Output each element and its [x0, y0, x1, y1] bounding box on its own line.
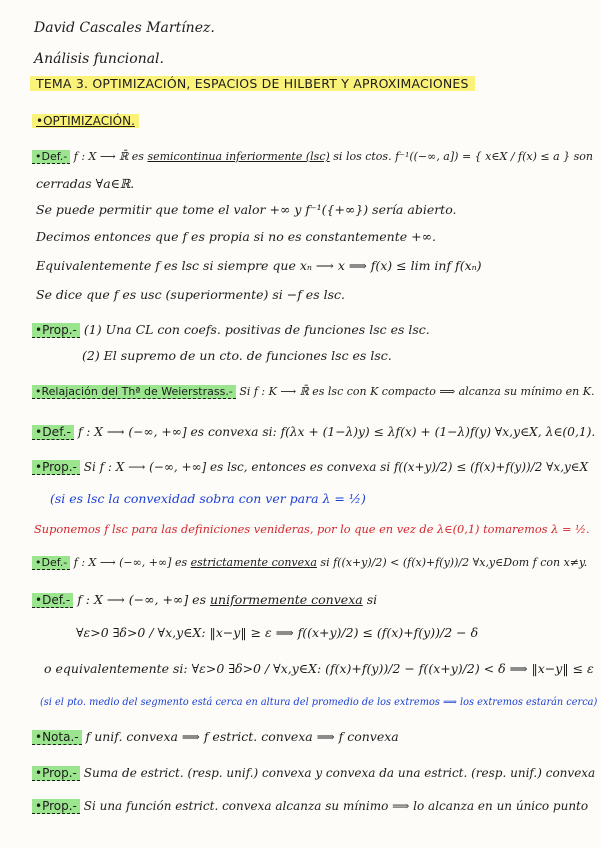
prop3-text: Suma de estrict. (resp. unif.) convexa y convexa da una estrict. (resp. unif.) convexa	[83, 766, 596, 780]
prop3-line	[32, 765, 595, 781]
prop4-text: Si una función estrict. convexa alcanza su mínimo ⟹ lo alcanza en un único punto	[83, 799, 589, 813]
relax-text: Si f : K ⟶ ℝ̄ es lsc con K compacto ⟹ alcanza su mínimo en K.	[239, 385, 595, 398]
def4-condition: ∀ε>0 ∃δ>0 / ∀x,y∈X: ‖x−y‖ ≥ ε ⟹ f((x+y)/2) ≤ (f(x)+f(y))/2 − δ	[76, 625, 479, 640]
def3-text-c: si f((x+y)/2) < (f(x)+f(y))/2 ∀x,y∈Dom f con x≠y.	[320, 556, 588, 569]
def2-line	[32, 424, 595, 440]
def4-text-c: si	[366, 592, 378, 607]
def-usc: Se dice que f es usc (superiormente) si −f es lsc.	[36, 287, 345, 302]
def4-equivalent: o equivalentemente si: ∀ε>0 ∃δ>0 / ∀x,y∈X: (f(x)+f(y))/2 − f((x+y)/2) < δ ⟹ ‖x−y‖ ≤ ε	[44, 661, 594, 676]
prop1-line	[32, 322, 430, 338]
prop4-line	[32, 798, 588, 814]
def1-text-c: si los ctos. f⁻¹((−∞, a]) = { x∈X / f(x) ≤ a } son	[333, 150, 594, 163]
def2-text: f : X ⟶ (−∞, +∞] es convexa si: f(λx + (1−λ)y) ≤ λf(x) + (1−λ)f(y) ∀x,y∈X, λ∈(0,1).	[77, 425, 596, 439]
prop1-item2: (2) El supremo de un cto. de funciones lsc es lsc.	[82, 348, 392, 363]
def4-text-a: f : X ⟶ (−∞, +∞] es	[77, 592, 206, 607]
def3-line	[32, 555, 587, 571]
prop2-text: Si f : X ⟶ (−∞, +∞] es lsc, entonces es convexa si f((x+y)/2) ≤ (f(x)+f(y))/2 ∀x,y∈X	[83, 460, 589, 474]
tema-title	[30, 76, 475, 92]
def3-term: estrictamente convexa	[190, 556, 317, 569]
prop2-tag: •Prop.-	[32, 460, 80, 475]
def-propia: Decimos entonces que f es propia si no es constantemente +∞.	[36, 229, 436, 244]
def4-remark: (si el pto. medio del segmento está cerca en altura del promedio de los extremos ⟹ los extremos estarán cerca)	[40, 697, 598, 708]
def1-tag: •Def.-	[32, 150, 70, 164]
relax-line	[32, 384, 594, 400]
nota-text: f unif. convexa ⟹ f estrict. convexa ⟹ f convexa	[85, 729, 399, 744]
def1-text-a: f : X ⟶ ℝ̄ es	[73, 150, 144, 163]
prop3-tag: •Prop.-	[32, 766, 80, 781]
equiv-lsc: Equivalentemente f es lsc si siempre que xₙ ⟶ x ⟹ f(x) ≤ lim inf f(xₙ)	[36, 258, 482, 273]
section-title	[32, 113, 139, 129]
def4-line	[32, 592, 377, 608]
prop1-tag: •Prop.-	[32, 323, 80, 338]
subject-line: Análisis funcional.	[34, 51, 164, 67]
def4-term: uniformemente convexa	[209, 592, 363, 607]
prop2-remark: (si es lsc la convexidad sobra con ver para λ = ½)	[50, 491, 366, 506]
def4-tag: •Def.-	[32, 593, 73, 608]
def1-note-infinity: Se puede permitir que tome el valor +∞ y f⁻¹({+∞}) sería abierto.	[36, 202, 457, 217]
def3-tag: •Def.-	[32, 556, 70, 570]
def1-line	[32, 149, 593, 165]
relax-tag: •Relajación del Thª de Weierstrass.-	[32, 385, 236, 399]
author-line: David Cascales Martínez.	[34, 20, 215, 36]
section-title-text: •OPTIMIZACIÓN.	[32, 114, 139, 128]
prop1-item1: (1) Una CL con coefs. positivas de funciones lsc es lsc.	[83, 322, 430, 337]
nota-line	[32, 729, 399, 745]
def1-cont: cerradas ∀a∈ℝ.	[36, 176, 135, 191]
def3-text-a: f : X ⟶ (−∞, +∞] es	[73, 556, 188, 569]
def2-tag: •Def.-	[32, 425, 74, 440]
nota-tag: •Nota.-	[32, 730, 82, 745]
prop4-tag: •Prop.-	[32, 799, 80, 814]
tema-title-text: TEMA 3. OPTIMIZACIÓN, ESPACIOS DE HILBERT Y APROXIMACIONES	[30, 76, 475, 91]
lsc-assumption: Suponemos f lsc para las definiciones venideras, por lo que en vez de λ∈(0,1) tomaremos λ = ½.	[34, 522, 590, 536]
def1-term: semicontinua inferiormente (lsc)	[147, 150, 330, 163]
prop2-line	[32, 459, 588, 475]
